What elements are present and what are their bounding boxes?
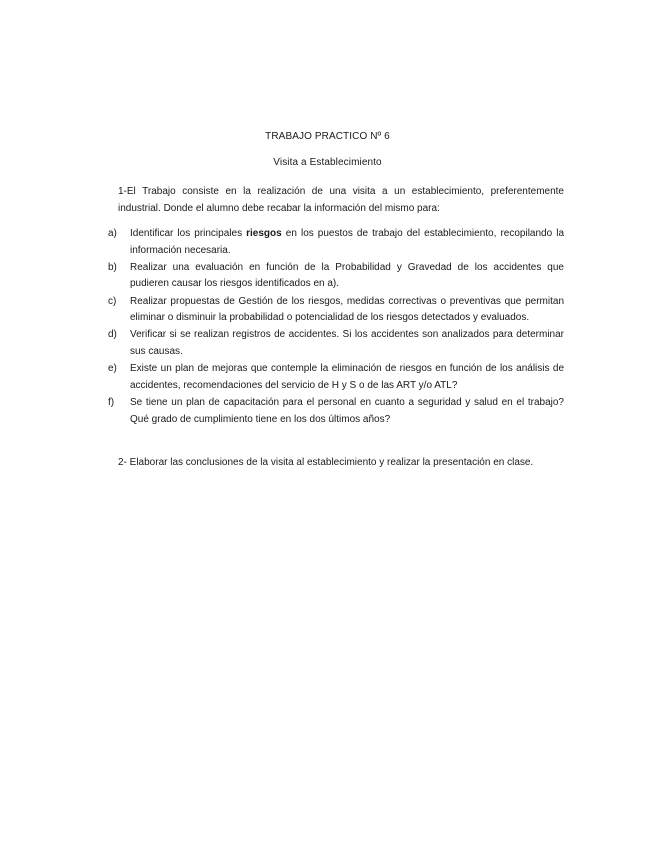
closing-paragraph: 2- Elaborar las conclusiones de la visita al establecimiento y realizar la presentación en clase. xyxy=(118,457,534,468)
list-item-text: Identificar los principales xyxy=(130,228,247,239)
list-item-bold-text: riesgos xyxy=(246,228,282,239)
list-marker: e) xyxy=(108,363,117,375)
list-item xyxy=(108,226,564,259)
list-marker: b) xyxy=(108,261,117,273)
list-item-text: Verificar si se realizan registros de accidentes. Si los accidentes son analizados para determinar sus causas. xyxy=(130,329,564,357)
list-marker: a) xyxy=(108,228,117,239)
list-item xyxy=(108,260,564,293)
task-list xyxy=(108,226,564,429)
list-item xyxy=(108,294,564,327)
document-title: TRABAJO PRACTICO Nº 6 xyxy=(265,131,390,142)
list-item-text: Se tiene un plan de capacitación para el personal en cuanto a seguridad y salud en el trabajo? Qué grado de cumplimiento tiene en los dos últimos años? xyxy=(130,396,564,425)
list-item xyxy=(108,395,564,428)
list-item-text: Realizar propuestas de Gestión de los riesgos, medidas correctivas o preventivas que permitan eliminar o disminuir la probabilidad o potencialidad de los riesgos detectados y evaluados. xyxy=(130,295,564,324)
document-subtitle: Visita a Establecimiento xyxy=(273,157,382,168)
list-marker: f) xyxy=(108,396,115,408)
list-marker: c) xyxy=(108,295,117,307)
list-item-text: Existe un plan de mejoras que contemple la eliminación de riesgos en función de los análisis de accidentes, recomendaciones del servicio de H y S o de las ART y/o ATL? xyxy=(130,363,564,391)
list-item xyxy=(108,327,564,360)
intro-paragraph: 1-El Trabajo consiste en la realización de una visita a un establecimiento, preferentemente industrial. Donde el alumno debe recabar la información del mismo para: xyxy=(118,186,564,214)
list-marker: d) xyxy=(108,329,117,341)
list-item-text: en los puestos de trabajo del establecimiento, recopilando la información necesaria. xyxy=(130,228,565,256)
list-item-text: Realizar una evaluación en función de la Probabilidad y Gravedad de los accidentes que pudieren causar los riesgos identificados en a). xyxy=(130,261,564,290)
list-item xyxy=(108,361,564,394)
